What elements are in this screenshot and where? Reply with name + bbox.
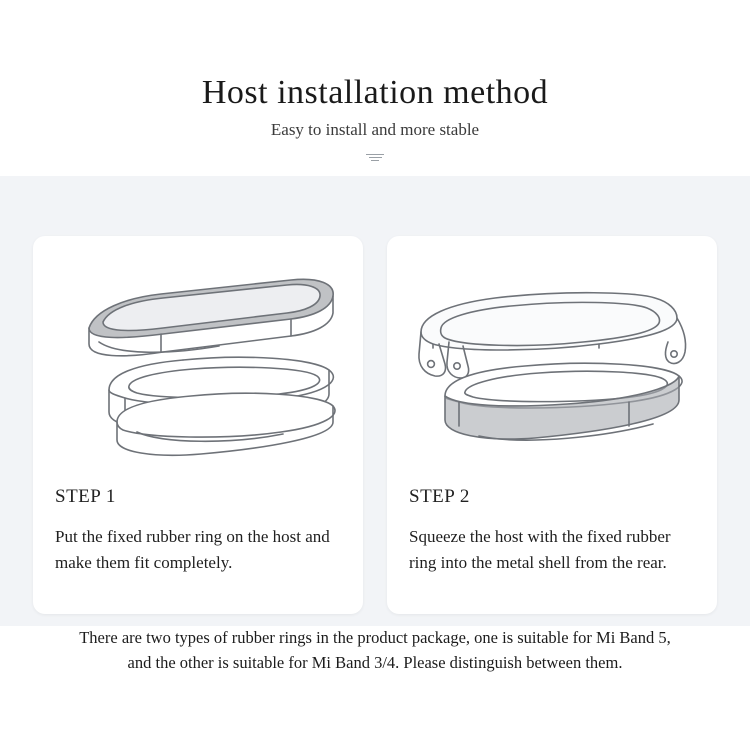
footer-note: [0, 626, 750, 676]
page-header: [0, 0, 750, 176]
footer-note-line-1: There are two types of rubber rings in the product package, one is suitable for Mi Band 5,: [79, 628, 671, 647]
page-subtitle: Easy to install and more stable: [270, 120, 480, 139]
footer-note-line-2: and the other is suitable for Mi Band 3/4. Please distinguish between them.: [127, 652, 623, 672]
step-card-1: [33, 236, 363, 614]
three-bars-icon: [366, 152, 384, 163]
page-title: Host installation method: [201, 74, 549, 111]
steps-container: [0, 236, 750, 616]
step-text-1: Put the fixed rubber ring on the host and make them fit completely.: [55, 527, 330, 573]
metal-shell-and-host-illustration: [387, 236, 717, 470]
step-label-2: STEP 2: [409, 486, 470, 507]
step-label-1: STEP 1: [55, 486, 116, 507]
rubber-ring-and-host-illustration: [33, 236, 363, 470]
step-text-2: Squeeze the host with the fixed rubber ring into the metal shell from the rear.: [409, 527, 671, 573]
step-card-2: [387, 236, 717, 614]
